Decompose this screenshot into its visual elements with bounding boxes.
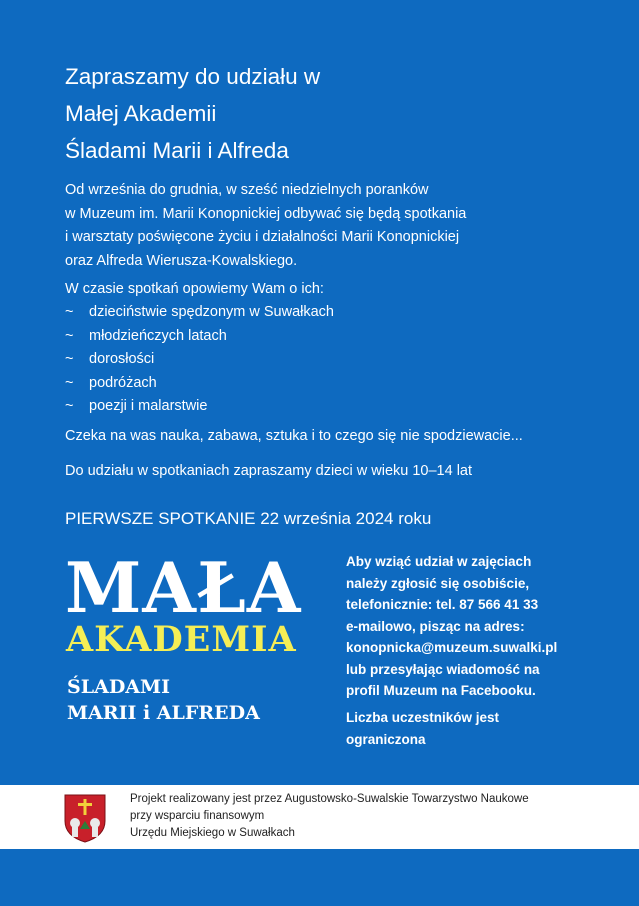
title-line-1: Zapraszamy do udziału w <box>65 64 321 89</box>
tilde-bullet: ~ <box>65 327 74 344</box>
title-line-3: Śladami Marii i Alfreda <box>65 138 289 163</box>
intro-line-3: i warsztaty poświęcone życiu i działalności Marii Konopnickiej <box>65 229 460 245</box>
list-item: ~ dorosłości <box>65 348 334 372</box>
footer-line-1: Projekt realizowany jest przez Augustowsko-Suwalskie Towarzystwo Naukowe <box>130 793 529 805</box>
intro-line-2: w Muzeum im. Marii Konopnickiej odbywać się będą spotkania <box>65 205 467 222</box>
signup-email: konopnicka@muzeum.suwalki.pl <box>346 640 558 655</box>
intro-line-1: Od września do grudnia, w sześć niedzielnych poranków <box>65 182 429 198</box>
age-paragraph: Do udziału w spotkaniach zapraszamy dzieci w wieku 10–14 lat <box>65 463 473 479</box>
signup-line-1: Aby wziąć udział w zajęciach <box>346 554 532 569</box>
suwalki-coat-of-arms-icon <box>63 793 107 843</box>
footer <box>0 785 639 849</box>
topics-lead: W czasie spotkań opowiemy Wam o ich: <box>65 281 324 297</box>
footer-text <box>130 791 529 842</box>
logo-mala: MAŁA <box>65 548 302 629</box>
tilde-bullet: ~ <box>65 374 74 391</box>
logo-akademia: AKADEMIA <box>66 619 297 660</box>
signup-phone: telefonicznie: tel. 87 566 41 33 <box>346 597 539 612</box>
footer-line-2: przy wsparciu finansowym <box>130 810 265 822</box>
first-meeting-heading: PIERWSZE SPOTKANIE 22 września 2024 roku <box>65 509 432 528</box>
poster-title <box>65 58 320 169</box>
fun-paragraph: Czeka na was nauka, zabawa, sztuka i to czego się nie spodziewacie... <box>65 428 523 444</box>
title-line-2: Małej Akademii <box>65 101 217 126</box>
participants-limit: Liczba uczestników jest ograniczona <box>346 710 500 747</box>
list-item: ~ dzieciństwie spędzonym w Suwałkach <box>65 301 334 325</box>
intro-line-4: oraz Alfreda Wierusza-Kowalskiego. <box>65 252 298 269</box>
signup-line-6: lub przesyłając wiadomość na <box>346 661 540 677</box>
topics-list <box>65 301 334 419</box>
tilde-bullet: ~ <box>65 398 74 414</box>
list-item: ~ młodzieńczych latach <box>65 325 334 349</box>
logo-marii-alfreda: MARII i ALFREDA <box>67 702 260 724</box>
signup-line-2: należy zgłosić się osobiście, <box>346 575 530 591</box>
signup-line-7: profil Muzeum na Facebooku. <box>346 683 536 698</box>
tilde-bullet: ~ <box>65 351 74 367</box>
intro-paragraph <box>65 179 605 273</box>
signup-info <box>346 551 616 702</box>
footer-line-3: Urzędu Miejskiego w Suwałkach <box>130 827 295 839</box>
tilde-bullet: ~ <box>65 304 74 320</box>
signup-line-4: e-mailowo, pisząc na adres: <box>346 618 525 634</box>
list-item: ~ poezji i malarstwie <box>65 395 334 419</box>
list-item: ~ podróżach <box>65 372 334 396</box>
logo-sladami: ŚLADAMI <box>67 676 170 698</box>
